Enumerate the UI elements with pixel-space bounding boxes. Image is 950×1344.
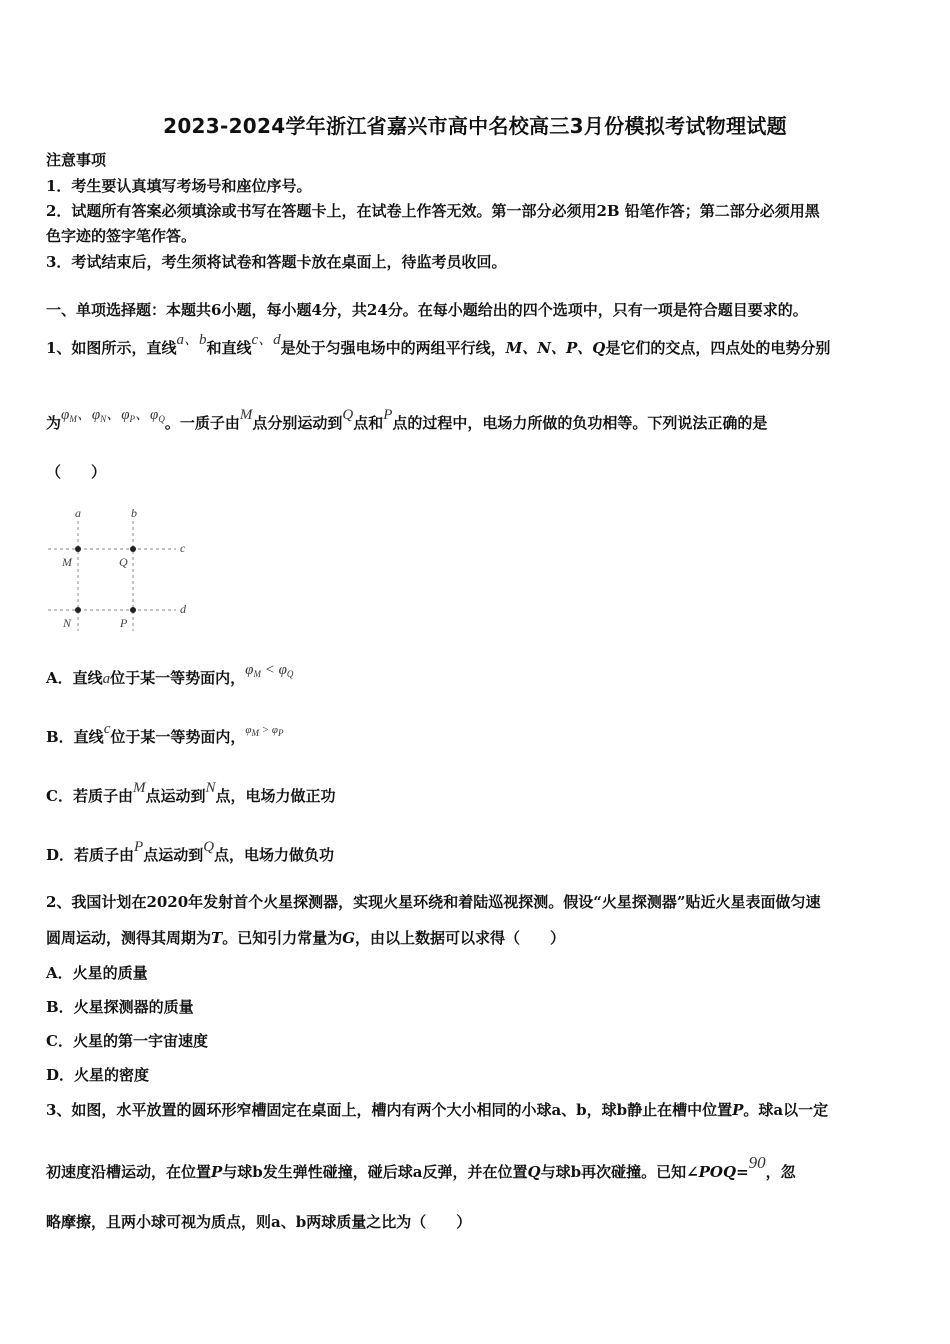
phi-symbol: φ	[245, 724, 252, 736]
label-n: N	[63, 616, 72, 630]
inequality	[245, 724, 283, 736]
label-c: c	[180, 541, 186, 555]
q1-text: 和直线	[206, 339, 252, 357]
var-p: P	[134, 839, 144, 855]
q1-text: 为	[46, 414, 62, 432]
option-text: A．直线	[46, 669, 103, 687]
q3-stem-line1	[46, 1100, 828, 1120]
phi-symbol: φ	[245, 662, 254, 678]
phi-symbol: φ	[271, 724, 278, 736]
option-text: 点，电场力做正功	[215, 787, 336, 805]
inequality	[245, 662, 293, 678]
q1-answer-paren: （ ）	[46, 463, 107, 481]
point-p	[130, 607, 136, 613]
option-text: 位于某一等势面内，	[110, 669, 246, 687]
q2-text: 圆周运动，测得其周期为	[46, 929, 212, 947]
q2-stem-line1: 2、我国计划在2020年发射首个火星探测器，实现火星环绕和着陆巡视探测。假设“火星探测器”贴近火星表面做匀速	[46, 893, 821, 911]
q2-option-a: A．火星的质量	[46, 964, 148, 982]
q1-option-c	[46, 780, 336, 807]
notice-item: 2．试题所有答案必须填涂或书写在答题卡上，在试卷上作答无效。第一部分必须用2B 铅笔作答；第二部分必须用黑	[46, 202, 820, 220]
option-text: 点，电场力做负功	[214, 846, 335, 864]
q2-text: ，由以上数据可以求得（ ）	[355, 929, 566, 947]
separator: 、	[76, 407, 92, 423]
phi-sub: Q	[158, 414, 165, 424]
notice-item: 3．考试结束后，考生须将试卷和答题卡放在桌面上，待监考员收回。	[46, 253, 507, 271]
q1-text: 点的过程中，电场力所做的负功相等。下列说法正确的是	[392, 414, 768, 432]
q1-text: 点和	[353, 414, 384, 432]
q1-text: 1、如图所示，直线	[46, 339, 177, 357]
separator: 、	[106, 407, 122, 423]
var-c: c	[103, 721, 111, 737]
section-heading: 一、单项选择题：本题共6小题，每小题4分，共24分。在每小题给出的四个选项中，只有一项是符合题目要求的。	[46, 301, 808, 319]
phi-symbol: φ	[150, 407, 159, 423]
q1-option-a	[46, 662, 294, 690]
q3-text: 初速度沿槽运动，在位置	[46, 1163, 212, 1181]
var-q: Q	[342, 407, 354, 423]
notice-item: 1．考生要认真填写考场号和座位序号。	[46, 177, 312, 195]
var-p: P	[383, 407, 393, 423]
q1-text: 点分别运动到	[252, 414, 343, 432]
var-a: a	[102, 671, 111, 687]
option-text: 位于某一等势面内，	[110, 728, 246, 746]
label-p: P	[120, 616, 128, 630]
point-m	[75, 546, 81, 552]
q2-option-d: D．火星的密度	[46, 1066, 150, 1084]
option-text: 点运动到	[145, 787, 206, 805]
label-d: d	[180, 602, 186, 616]
notice-heading: 注意事项	[46, 151, 107, 169]
q1-var-mnpq: M、N、P、Q	[505, 339, 606, 357]
q3-stem-line3: 略摩擦，且两小球可视为质点，则a、b两球质量之比为（ ）	[46, 1213, 472, 1231]
q3-text: 与球b再次碰撞。已知∠	[540, 1163, 699, 1181]
q1-text: 是处于匀强电场中的两组平行线，	[280, 339, 506, 357]
phi-symbol: φ	[278, 662, 287, 678]
phi-sub: M	[251, 728, 259, 738]
phi-sub: P	[129, 414, 135, 424]
phi-sub: P	[278, 728, 284, 738]
phi-sub: M	[253, 669, 261, 679]
var-g: G	[342, 929, 356, 947]
q1-text: 。一质子由	[164, 414, 240, 432]
option-text: B．直线	[46, 728, 104, 746]
q1-figure	[46, 505, 206, 635]
q1-option-b	[46, 721, 284, 749]
var-t: T	[211, 929, 223, 947]
phi-symbol: φ	[61, 407, 70, 423]
point-q	[130, 546, 136, 552]
q1-var-cd: c、d	[251, 332, 281, 348]
less-than: <	[264, 662, 275, 678]
q1-option-d	[46, 839, 335, 866]
phi-sub: N	[100, 414, 107, 424]
var-n: N	[205, 780, 216, 796]
var-q: Q	[527, 1163, 541, 1181]
q3-text: 与球b发生弹性碰撞，碰后球a反弹，并在位置	[222, 1163, 528, 1181]
page-title: 2023-2024学年浙江省嘉兴市高中名校高三3月份模拟考试物理试题	[163, 114, 787, 138]
q1-stem-line2	[46, 407, 768, 435]
phi-sub: Q	[286, 669, 294, 679]
q3-text: 3、如图，水平放置的圆环形窄槽固定在桌面上，槽内有两个大小相同的小球a、b，球b静止在槽中位置	[46, 1101, 733, 1119]
equals: =	[736, 1163, 749, 1181]
q1-stem-line1	[46, 332, 831, 359]
var-m: M	[239, 407, 253, 423]
angle-value: 90	[748, 1153, 766, 1172]
option-text: D．若质子由	[46, 846, 135, 864]
greater-than: >	[261, 724, 270, 736]
q3-stem-line2	[46, 1153, 796, 1182]
var-p: P	[732, 1101, 744, 1119]
phi-sub: M	[69, 414, 77, 424]
q1-var-ab: a、b	[176, 332, 207, 348]
point-n	[75, 607, 81, 613]
option-text: 点运动到	[143, 846, 204, 864]
label-m: M	[62, 555, 72, 569]
phi-symbol: φ	[121, 407, 130, 423]
q3-text: ，忽	[765, 1163, 796, 1181]
q3-text: 。球a以一定	[743, 1101, 829, 1119]
q2-option-c: C．火星的第一宇宙速度	[46, 1032, 208, 1050]
label-a: a	[75, 506, 81, 520]
label-q: Q	[119, 555, 128, 569]
q2-text: 。已知引力常量为	[222, 929, 343, 947]
phi-symbol: φ	[91, 407, 101, 423]
notice-item: 色字迹的签字笔作答。	[46, 227, 197, 245]
var-p: P	[211, 1163, 223, 1181]
q2-stem-line2	[46, 928, 565, 948]
angle-poq: POQ	[698, 1163, 737, 1181]
option-text: C．若质子由	[46, 787, 133, 805]
var-q: Q	[203, 839, 215, 855]
phi-list	[61, 407, 165, 423]
q1-text: 是它们的交点，四点处的电势分别	[605, 339, 831, 357]
label-b: b	[131, 506, 137, 520]
q2-option-b: B．火星探测器的质量	[46, 998, 194, 1016]
var-m: M	[132, 780, 146, 796]
separator: 、	[135, 407, 151, 423]
